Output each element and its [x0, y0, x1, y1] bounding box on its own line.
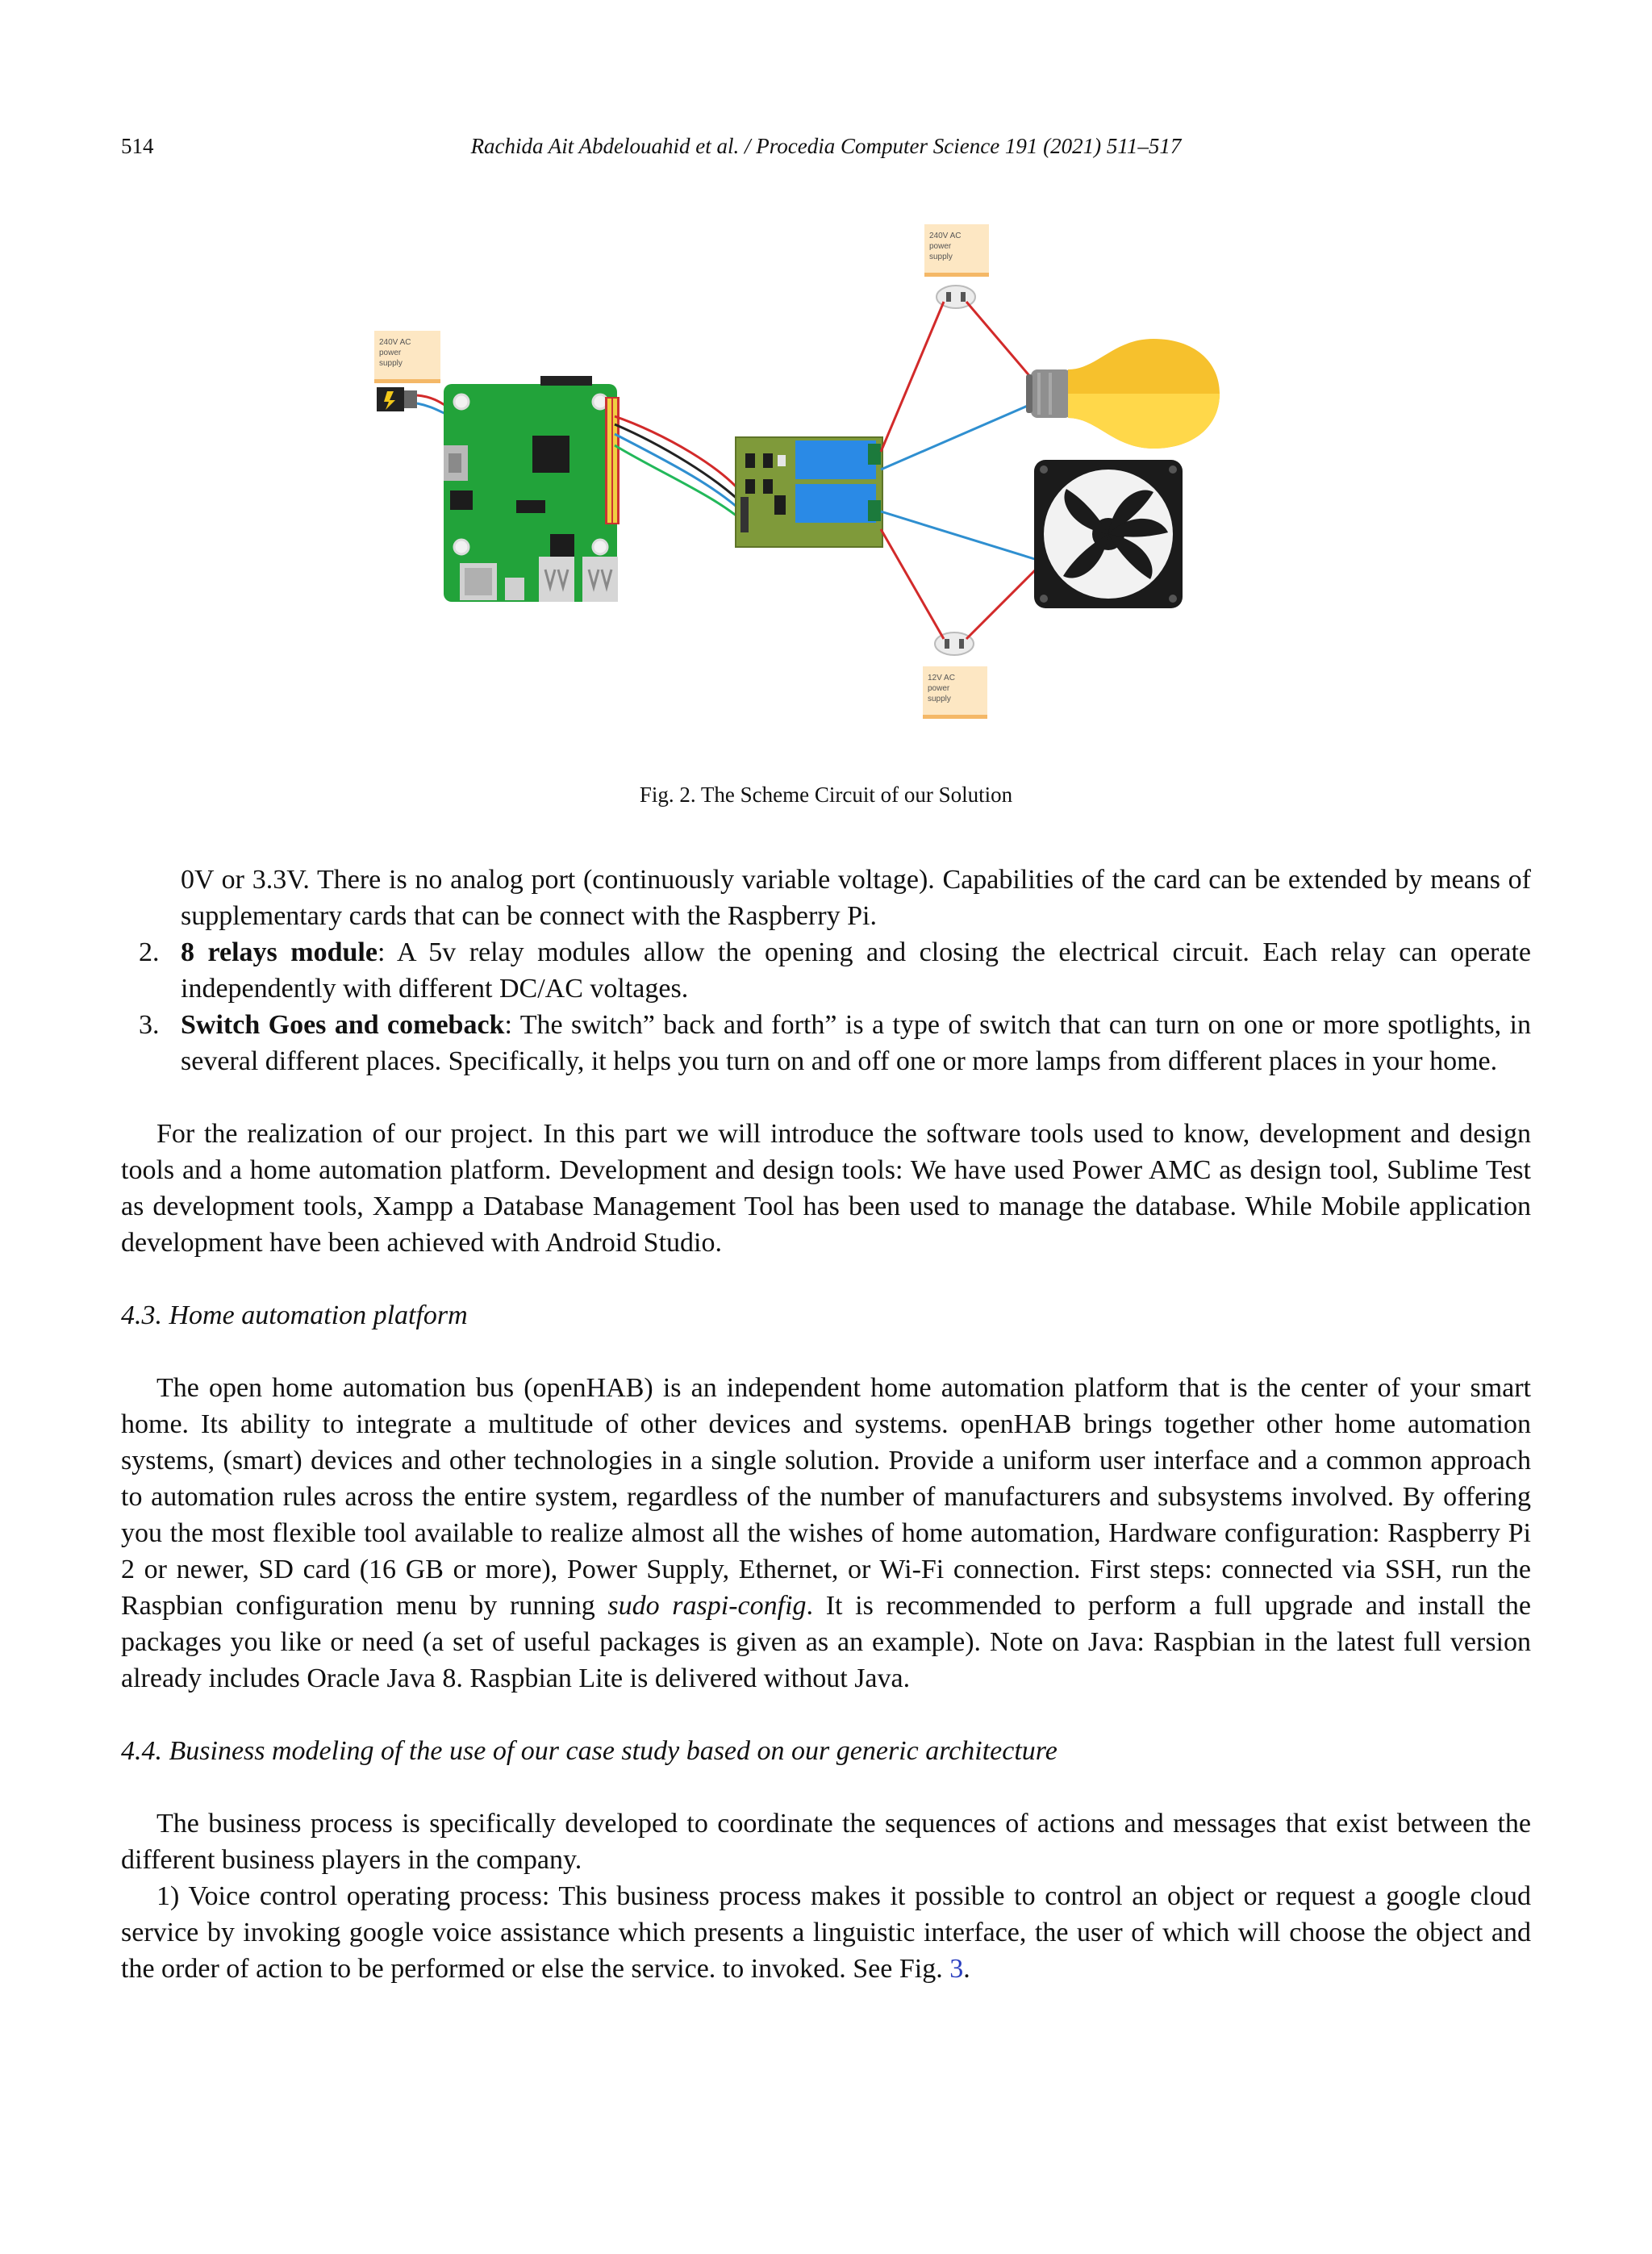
list-item — [121, 934, 1531, 1007]
list-item-number: 3. — [139, 1010, 160, 1040]
light-bulb — [1026, 339, 1220, 449]
list-item-term: 8 relays module — [181, 937, 378, 967]
paragraph-voice-text: 1) Voice control operating process: This business process makes it possible to control an object or request a google cloud service by invoking google voice assistance which presents a linguistic interface, the user of which will choose the object and the order of action to be performed or else the service. to invoked. See Fig. — [121, 1881, 1531, 1984]
power-jack — [377, 387, 417, 411]
paragraph-openhab-text-end: . It is recommended to perform a full upgrade and install the packages you like or need (a set of useful packages is given as an example). Note on Java: Raspbian in the latest full version already includes Oracle Java 8. Raspbian Lite is delivered without Java. — [121, 1591, 1531, 1693]
supply-label-top-line1: 240V AC — [929, 232, 962, 240]
supply-label-bottom-line3: supply — [928, 695, 951, 703]
supply-label-left-line3: supply — [379, 359, 403, 368]
paragraph-tools: For the realization of our project. In this part we will introduce the software tools used to know, development and design tools and a home automation platform. Development and design tools: We have used Power AMC as design tool, Sublime Test as development tools, Xampp a Database Management Tool has been used to manage the database. While Mobile application development have been achieved with Android Studio. — [121, 1119, 1531, 1258]
fan — [1034, 460, 1183, 608]
list-item-term: Switch Goes and comeback — [181, 1010, 505, 1040]
command-text: sudo raspi-config — [607, 1591, 807, 1621]
list-continuation: 0V or 3.3V. There is no analog port (continuously variable voltage). Capabilities of the card can be extended by means of supplementary cards that can be connect with the Raspberry Pi. — [181, 865, 1531, 931]
section-heading-4-4: 4.4. Business modeling of the use of our case study based on our generic architecture — [121, 1736, 1058, 1766]
circuit-figure — [355, 218, 1291, 726]
page-number: 514 — [121, 134, 154, 158]
relay-module — [736, 437, 882, 547]
supply-label-left — [374, 331, 440, 383]
list-item-number: 2. — [139, 937, 160, 967]
supply-label-top — [924, 224, 989, 277]
raspberry-pi-board — [444, 376, 620, 602]
paragraph-openhab — [121, 1370, 1531, 1697]
paragraph-openhab-text: The open home automation bus (openHAB) is an independent home automation platform that is the center of your smart home. Its ability to integrate a multitude of other devices and systems. openHAB brings together other home automation systems, (smart) devices and other technologies in a single solution. Provide a uniform user interface and a common approach to automation rules across the entire system, regardless of the number of manufacturers and subsystems involved. By offering you the most flexible tool available to realize almost all the wishes of home automation, Hardware configuration: Raspberry Pi 2 or newer, SD card (16 GB or more), Power Supply, Ethernet, or Wi-Fi connection. First steps: connected via SSH, run the Raspbian configuration menu by running — [121, 1373, 1531, 1621]
supply-label-bottom — [923, 666, 987, 719]
paragraph-voice-end: . — [963, 1954, 970, 1984]
supply-label-top-line2: power — [929, 242, 952, 251]
running-head: Rachida Ait Abdelouahid et al. / Procedia Computer Science 191 (2021) 511–517 — [470, 134, 1182, 158]
list-item-text: : The switch” back and forth” is a type of switch that can turn on one or more spotlights, in several different places. Specifically, it helps you turn on and off one or more lamps from different places in your home. — [181, 1010, 1531, 1076]
figure-caption: Fig. 2. The Scheme Circuit of our Solution — [639, 783, 1013, 807]
component-list — [121, 934, 1531, 1079]
paragraph-business: The business process is specifically developed to coordinate the sequences of actions and messages that exist between the different business players in the company. — [121, 1809, 1531, 1875]
list-item-text: : A 5v relay modules allow the opening and closing the electrical circuit. Each relay can operate independently with different DC/AC voltages. — [181, 937, 1531, 1004]
section-heading-4-3: 4.3. Home automation platform — [121, 1300, 468, 1330]
circuit-diagram — [355, 218, 1291, 726]
supply-label-bottom-line1: 12V AC — [928, 674, 955, 682]
supply-label-left-line2: power — [379, 349, 402, 357]
paragraph-voice — [121, 1878, 1531, 1987]
supply-label-bottom-line2: power — [928, 684, 950, 693]
figure-3-link[interactable]: 3 — [949, 1954, 964, 1984]
list-item — [121, 1007, 1531, 1079]
page-header — [121, 134, 1531, 166]
supply-label-top-line3: supply — [929, 253, 953, 261]
body-text — [121, 862, 1531, 1987]
supply-label-left-line1: 240V AC — [379, 338, 411, 347]
